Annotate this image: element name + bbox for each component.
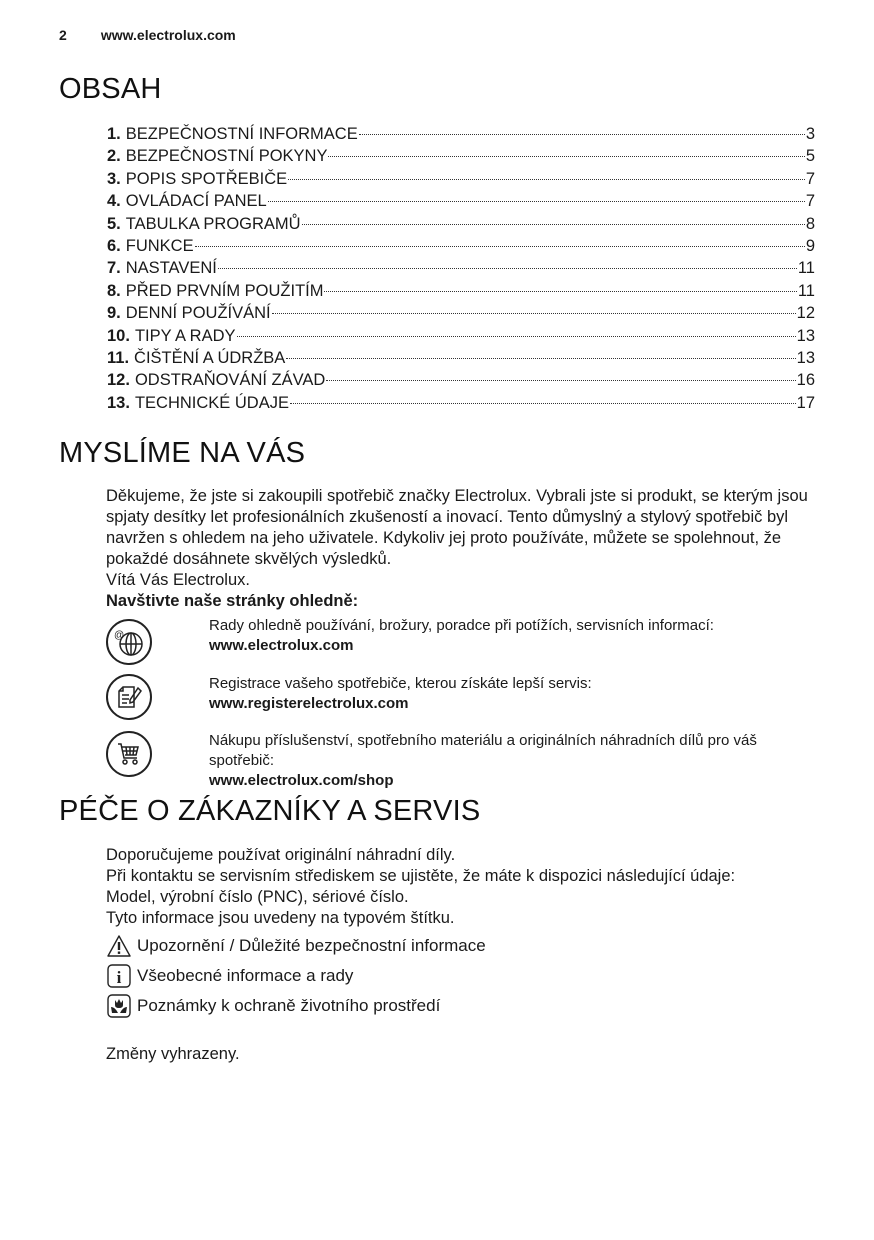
legend-text: Poznámky k ochraně životního prostředí: [137, 996, 441, 1015]
link-row: [106, 616, 806, 674]
legend-text: Všeobecné informace a rady: [137, 966, 354, 985]
warning-icon: [106, 933, 132, 959]
register-link[interactable]: www.registerelectrolux.com: [209, 695, 409, 712]
svg-text:i: i: [116, 968, 122, 987]
toc-item[interactable]: 11. ČIŠTĚNÍ A ÚDRŽBA 13: [107, 348, 815, 367]
link-description: Rady ohledně používání, brožury, poradce při potížích, servisních informací:: [209, 617, 714, 634]
toc-item[interactable]: 9. DENNÍ POUŽÍVÁNÍ 12: [107, 304, 815, 323]
thinking-title: MYSLÍME NA VÁS: [59, 437, 306, 469]
care-line: Při kontaktu se servisním střediskem se ujistěte, že máte k dispozici následující údaje: Model, výrobní číslo (PNC), sériové číslo.: [106, 867, 736, 906]
care-line: Tyto informace jsou uvedeny na typovém štítku.: [106, 909, 455, 927]
toc-item[interactable]: 1. BEZPEČNOSTNÍ INFORMACE 3: [107, 125, 815, 143]
toc-item[interactable]: 5. TABULKA PROGRAMŮ 8: [107, 214, 815, 233]
svg-text:@: @: [114, 630, 125, 641]
toc-item[interactable]: 10. TIPY A RADY 13: [107, 326, 815, 345]
cart-icon: [106, 731, 152, 777]
intro-paragraph: Děkujeme, že jste si zakoupili spotřebič značky Electrolux. Vybrali jste si produkt, se kterým jsou spjaty desítky let profesionálních zkušeností a inovací. Tento důmyslný a stylový spotřebič byl navržen s ohledem na jeho uživatele. Kdykoliv jej proto používáte, můžete se spolehnout, že pokaždé dosáhnete skvělých výsledků.: [106, 487, 808, 568]
legend-row: [106, 961, 486, 991]
changes-note: Změny vyhrazeny.: [106, 1045, 240, 1063]
shop-link[interactable]: www.electrolux.com/shop: [209, 772, 394, 789]
table-of-contents: [107, 123, 815, 414]
legend-text: Upozornění / Důležité bezpečnostní informace: [137, 936, 486, 955]
toc-title: OBSAH: [59, 73, 162, 105]
toc-item[interactable]: 13. TECHNICKÉ ÚDAJE 17: [107, 393, 815, 412]
environment-icon: [106, 993, 132, 1019]
header-site-link[interactable]: www.electrolux.com: [100, 27, 236, 43]
link-description: Registrace vašeho spotřebiče, kterou získáte lepší servis:: [209, 675, 592, 692]
page-header: [59, 27, 236, 43]
thinking-body: [106, 486, 826, 612]
visit-label: Navštivte naše stránky ohledně:: [106, 592, 359, 610]
register-icon: [106, 674, 152, 720]
info-icon: [106, 963, 132, 989]
toc-item[interactable]: 6. FUNKCE 9: [107, 236, 815, 255]
legend-row: [106, 991, 486, 1021]
link-description: Nákupu příslušenství, spotřebního materiálu a originálních náhradních dílů pro váš spotřebič:: [209, 732, 757, 769]
toc-item[interactable]: 2. BEZPEČNOSTNÍ POKYNY 5: [107, 147, 815, 166]
symbol-legend: [106, 931, 486, 1021]
link-row: [106, 674, 806, 731]
legend-row: [106, 931, 486, 961]
toc-item[interactable]: 8. PŘED PRVNÍM POUŽITÍM 11: [107, 281, 815, 300]
globe-icon: [106, 619, 152, 665]
care-title: PÉČE O ZÁKAZNÍKY A SERVIS: [59, 795, 481, 827]
toc-item[interactable]: 12. ODSTRAŇOVÁNÍ ZÁVAD 16: [107, 371, 815, 390]
link-row: [106, 731, 806, 793]
electrolux-link[interactable]: www.electrolux.com: [209, 637, 354, 654]
toc-item[interactable]: 3. POPIS SPOTŘEBIČE 7: [107, 169, 815, 188]
welcome-text: Vítá Vás Electrolux.: [106, 571, 250, 589]
toc-item[interactable]: 7. NASTAVENÍ 11: [107, 259, 815, 278]
care-body: [106, 845, 776, 929]
resource-links: [106, 616, 806, 793]
page-number: 2: [59, 27, 67, 43]
toc-item[interactable]: 4. OVLÁDACÍ PANEL 7: [107, 192, 815, 211]
care-line: Doporučujeme používat originální náhradní díly.: [106, 846, 456, 864]
